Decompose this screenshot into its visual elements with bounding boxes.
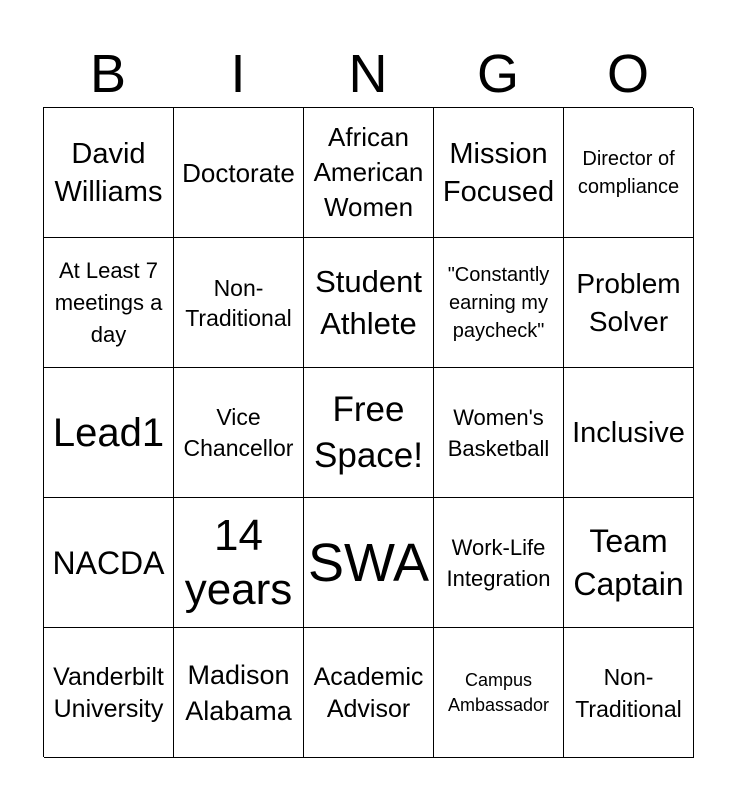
cell-label: SWA bbox=[308, 532, 429, 593]
cell-label: Madison Alabama bbox=[185, 659, 292, 726]
cell-label: Non-Traditional bbox=[575, 663, 682, 722]
bingo-cell[interactable] bbox=[174, 368, 304, 498]
header-letter-g: G bbox=[476, 44, 519, 104]
bingo-cell[interactable] bbox=[44, 628, 174, 758]
cell-label: David Williams bbox=[54, 137, 163, 208]
bingo-grid bbox=[43, 107, 693, 757]
cell-label: 14 years bbox=[184, 510, 293, 614]
bingo-cell[interactable] bbox=[434, 498, 564, 628]
bingo-cell[interactable] bbox=[304, 108, 434, 238]
bingo-cell[interactable] bbox=[564, 498, 694, 628]
header-letter-o: O bbox=[606, 44, 649, 104]
cell-label: Non-Traditional bbox=[185, 274, 292, 331]
cell-label: Free Space! bbox=[314, 389, 423, 475]
cell-label: Student Athlete bbox=[315, 263, 422, 341]
bingo-cell[interactable] bbox=[44, 238, 174, 368]
cell-label: Director of compliance bbox=[577, 147, 680, 198]
bingo-cell[interactable] bbox=[434, 628, 564, 758]
cell-label: Mission Focused bbox=[442, 137, 555, 208]
bingo-cell[interactable] bbox=[44, 498, 174, 628]
cell-label: NACDA bbox=[52, 544, 165, 581]
bingo-cell[interactable] bbox=[174, 628, 304, 758]
cell-label: Campus Ambassador bbox=[447, 669, 550, 715]
bingo-cell[interactable] bbox=[564, 368, 694, 498]
cell-label: Problem Solver bbox=[576, 267, 681, 337]
bingo-cell[interactable] bbox=[304, 238, 434, 368]
header-letter-n: N bbox=[348, 44, 388, 104]
cell-label: Lead1 bbox=[52, 410, 165, 455]
bingo-cell[interactable] bbox=[44, 108, 174, 238]
bingo-cell[interactable] bbox=[564, 628, 694, 758]
bingo-cell[interactable] bbox=[174, 238, 304, 368]
bingo-cell[interactable] bbox=[434, 108, 564, 238]
cell-label: Women's Basketball bbox=[447, 404, 550, 461]
header-letter-b: B bbox=[89, 44, 127, 104]
bingo-cell[interactable] bbox=[564, 238, 694, 368]
cell-label: Doctorate bbox=[182, 157, 295, 188]
cell-label: At Least 7 meetings a day bbox=[54, 257, 163, 347]
cell-label: Work-Life Integration bbox=[446, 534, 551, 591]
bingo-cell[interactable] bbox=[304, 628, 434, 758]
free-space-cell[interactable] bbox=[304, 368, 434, 498]
bingo-cell[interactable] bbox=[564, 108, 694, 238]
bingo-cell[interactable] bbox=[44, 368, 174, 498]
cell-label: Vice Chancellor bbox=[183, 403, 294, 461]
cell-label: "Constantly earning my paycheck" bbox=[447, 263, 550, 342]
bingo-cell[interactable] bbox=[174, 498, 304, 628]
bingo-cell[interactable] bbox=[304, 498, 434, 628]
bingo-cell[interactable] bbox=[434, 238, 564, 368]
cell-label: African American Women bbox=[313, 122, 424, 222]
bingo-header bbox=[43, 40, 693, 108]
bingo-cell[interactable] bbox=[174, 108, 304, 238]
cell-label: Academic Advisor bbox=[313, 662, 424, 723]
cell-label: Vanderbilt University bbox=[53, 662, 164, 723]
bingo-cell[interactable] bbox=[434, 368, 564, 498]
header-letter-i: I bbox=[230, 44, 246, 104]
cell-label: Team Captain bbox=[573, 522, 684, 602]
cell-label: Inclusive bbox=[572, 416, 685, 449]
